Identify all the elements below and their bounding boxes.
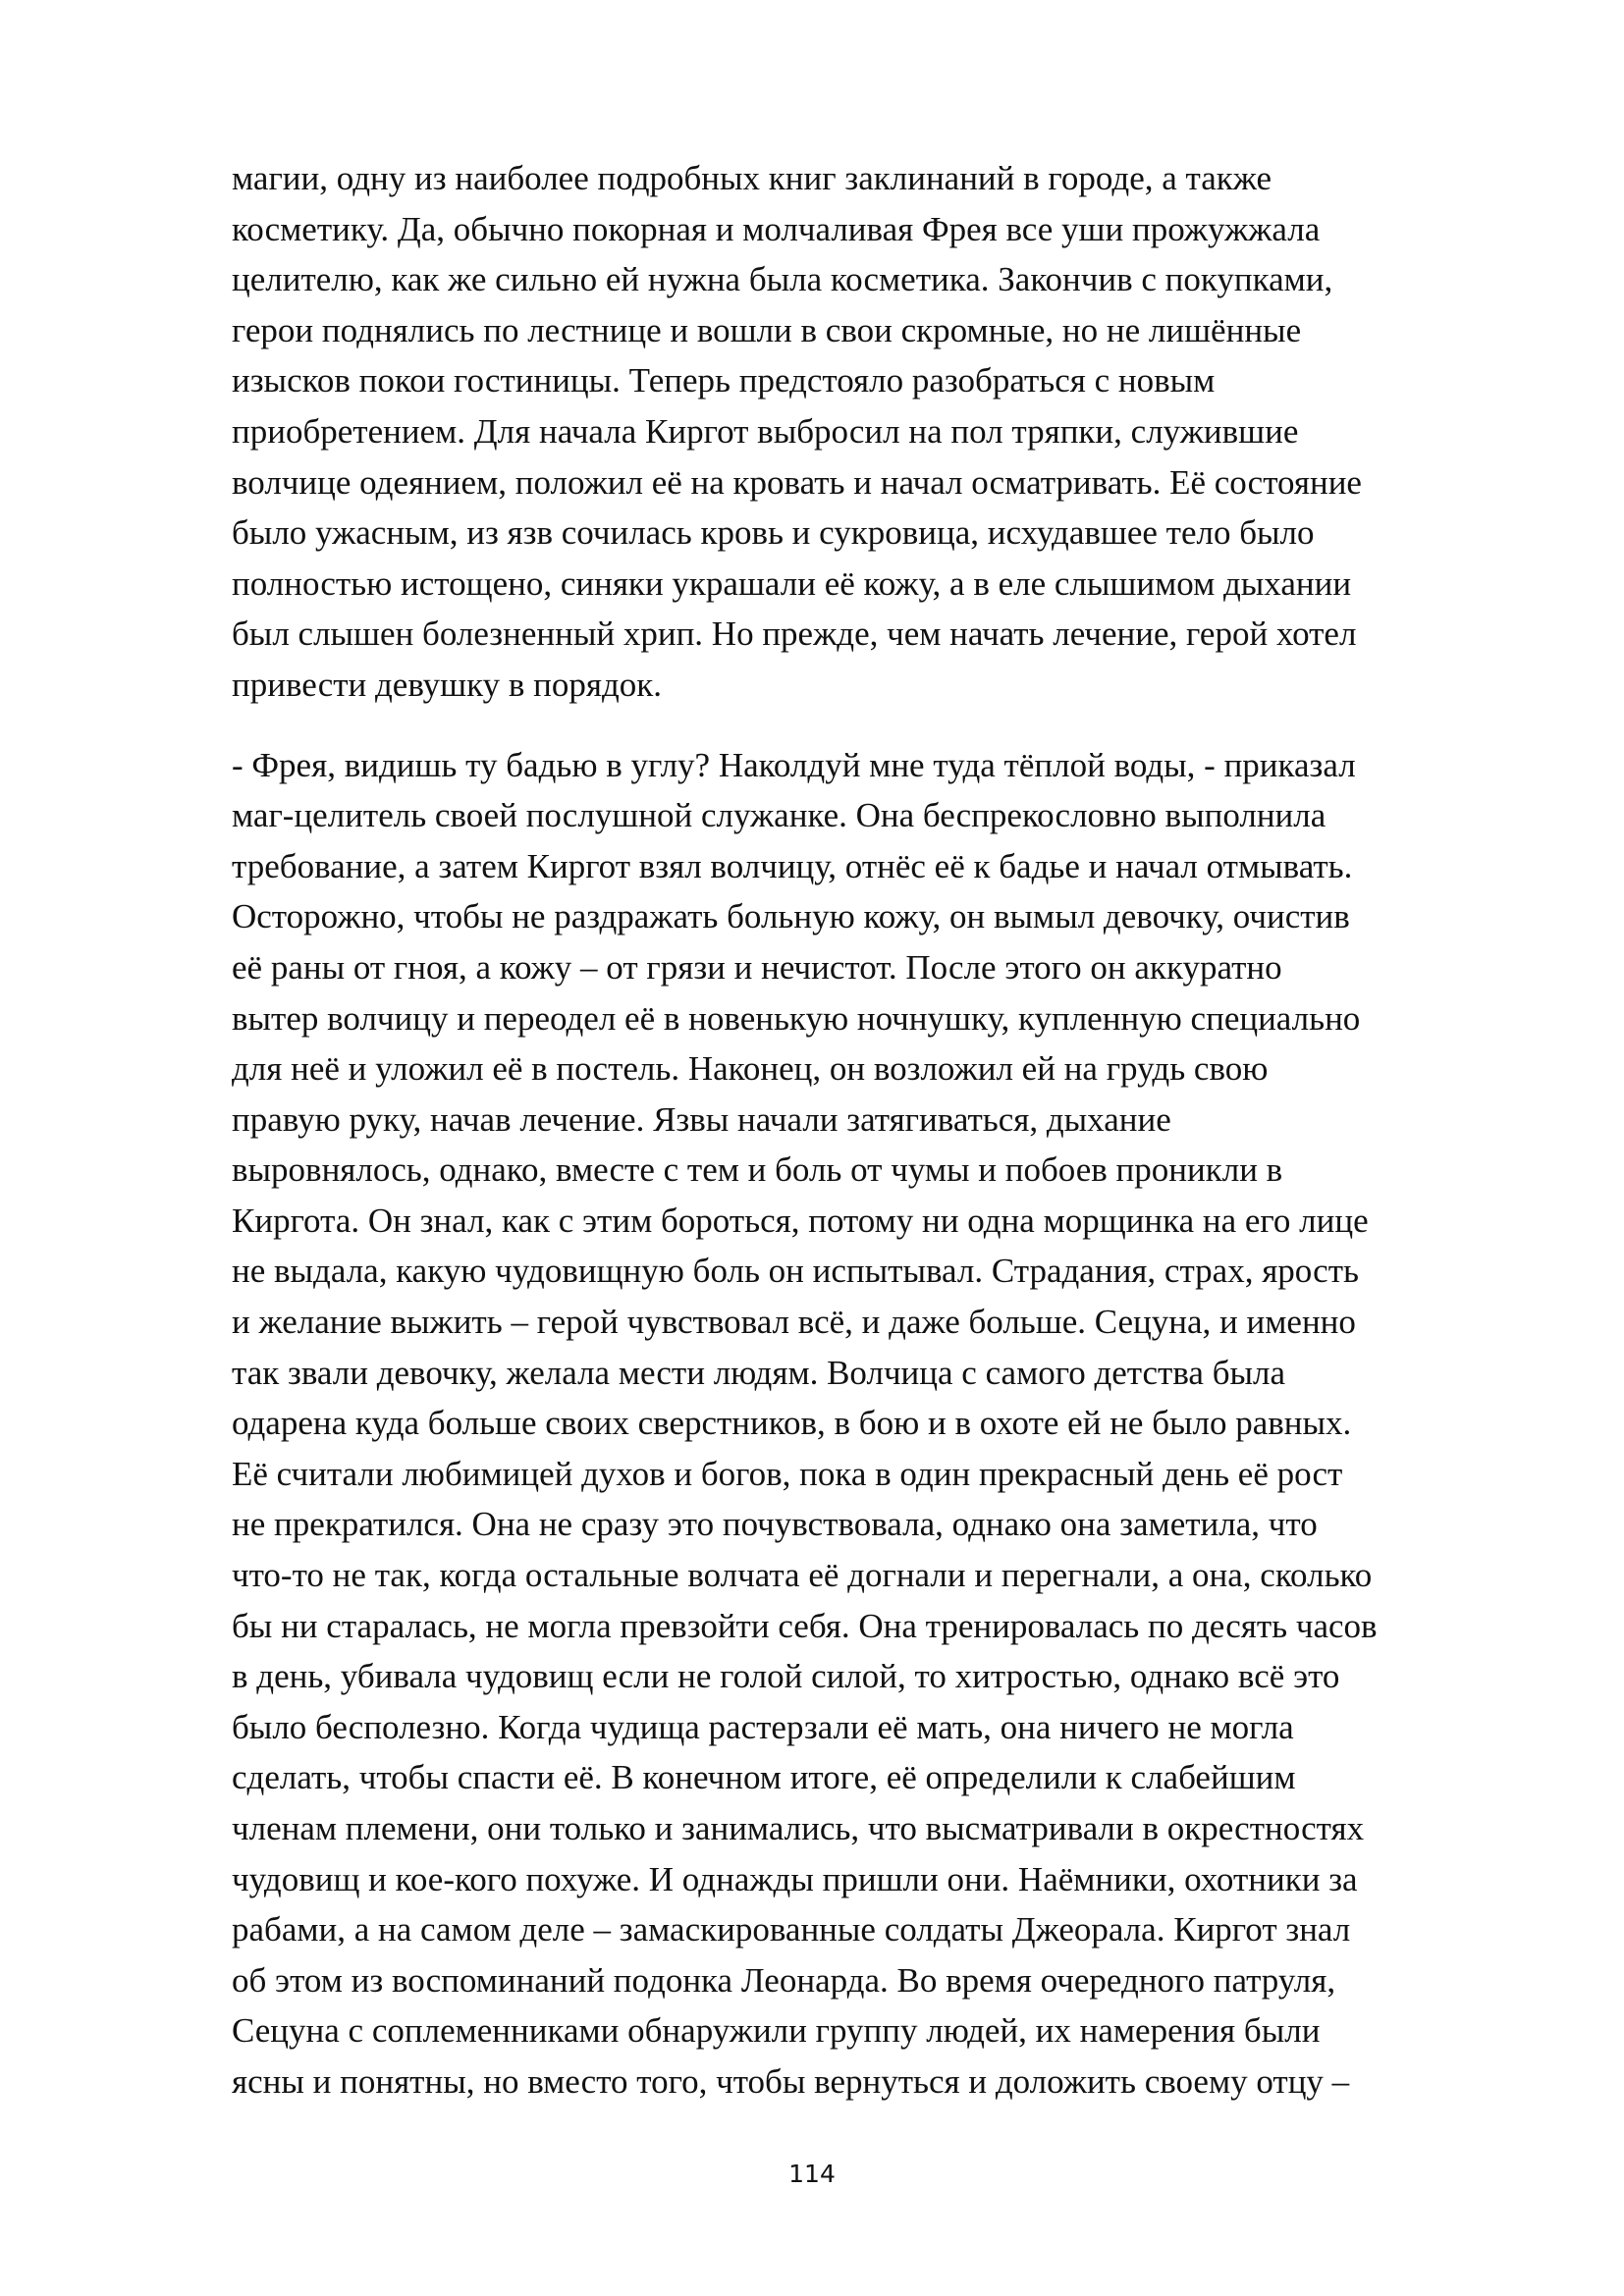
text-line: герои поднялись по лестнице и вошли в свои скромные, но не лишённые [232,310,1302,349]
page-number: 114 [788,2160,836,2188]
text-line: было бесполезно. Когда чудища растерзали её мать, она ничего не могла [232,1707,1294,1746]
text-line: в день, убивала чудовищ если не голой силой, то хитростью, однако всё это [232,1657,1340,1696]
text-line: членам племени, они только и занимались, что высматривали в окрестностях [232,1809,1365,1847]
paragraph-2 [232,740,1508,2108]
text-line: требование, а затем Киргот взял волчицу, отнёс её к бадье и начал отмывать. [232,846,1353,885]
paragraph-1 [232,153,1508,711]
text-line: правую руку, начав лечение. Язвы начали затягиваться, дыхание [232,1099,1171,1139]
text-line: одарена куда больше своих сверстников, в бою и в охоте ей не было равных. [232,1404,1352,1443]
text-line: волчице одеянием, положил её на кровать и начал осматривать. Её состояние [232,462,1362,502]
text-line: Осторожно, чтобы не раздражать больную кожу, он вымыл девочку, очистив [232,897,1350,936]
text-line: изысков покои гостиницы. Теперь предстояло разобраться с новым [232,361,1216,400]
text-line: - Фрея, видишь ту бадью в углу? Наколдуй мне туда тёплой воды, - приказал [232,745,1356,784]
text-line: маг-целитель своей послушной служанке. Она беспрекословно выполнила [232,796,1326,835]
text-line: об этом из воспоминаний подонка Леонарда. Во время очередного патруля, [232,1960,1336,2000]
text-line: выровнялось, однако, вместе с тем и боль от чумы и побоев проникли в [232,1150,1283,1190]
text-line: косметику. Да, обычно покорная и молчаливая Фрея все уши прожужжала [232,209,1321,248]
text-line: целителю, как же сильно ей нужна была косметика. Закончив с покупками, [232,260,1333,299]
text-line: чудовищ и кое-кого похуже. И однажды пришли они. Наёмники, охотники за [232,1859,1358,1898]
text-line: полностью истощено, синяки украшали её кожу, а в еле слышимом дыхании [232,563,1352,603]
text-line: что-то не так, когда остальные волчата её догнали и перегнали, а она, сколько [232,1556,1373,1595]
paragraph-spacing [232,711,1508,740]
text-line: вытер волчицу и переодел её в новенькую ночнушку, купленную специально [232,998,1361,1038]
text-line: и желание выжить – герой чувствовал всё, и даже больше. Сецуна, и именно [232,1303,1356,1342]
text-line: Сецуна с соплеменниками обнаружили группу людей, их намерения были [232,2011,1321,2051]
text-line: Киргота. Он знал, как с этим бороться, потому ни одна морщинка на его лице [232,1201,1369,1240]
text-line: бы ни старалась, не могла превзойти себя. Она тренировалась по десять часов [232,1606,1378,1645]
text-line: рабами, а на самом деле – замаскированные солдаты Джеорала. Киргот знал [232,1910,1351,1949]
text-line: Её считали любимицей духов и богов, пока в один прекрасный день её рост [232,1454,1343,1493]
text-line: её раны от гноя, а кожу – от грязи и нечистот. После этого он аккуратно [232,947,1282,987]
text-line: было ужасным, из язв сочилась кровь и сукровица, исхудавшее тело было [232,513,1315,553]
text-line: приобретением. Для начала Киргот выбросил на пол тряпки, служившие [232,411,1299,451]
text-line: не прекратился. Она не сразу это почувствовала, однако она заметила, что [232,1505,1318,1544]
text-line: так звали девочку, желала мести людям. Волчица с самого детства была [232,1353,1286,1392]
text-line: не выдала, какую чудовищную боль он испытывал. Страдания, страх, ярость [232,1252,1359,1291]
text-line: сделать, чтобы спасти её. В конечном итоге, её определили к слабейшим [232,1758,1296,1797]
text-line: для неё и уложил её в постель. Наконец, он возложил ей на грудь свою [232,1049,1269,1089]
text-line: был слышен болезненный хрип. Но прежде, чем начать лечение, герой хотел [232,614,1357,654]
body-text [232,153,1508,2108]
text-line: привести девушку в порядок. [232,665,663,704]
text-line: магии, одну из наиболее подробных книг заклинаний в городе, а также [232,159,1272,197]
text-line: ясны и понятны, но вместо того, чтобы вернуться и доложить своему отцу – [232,2061,1350,2101]
